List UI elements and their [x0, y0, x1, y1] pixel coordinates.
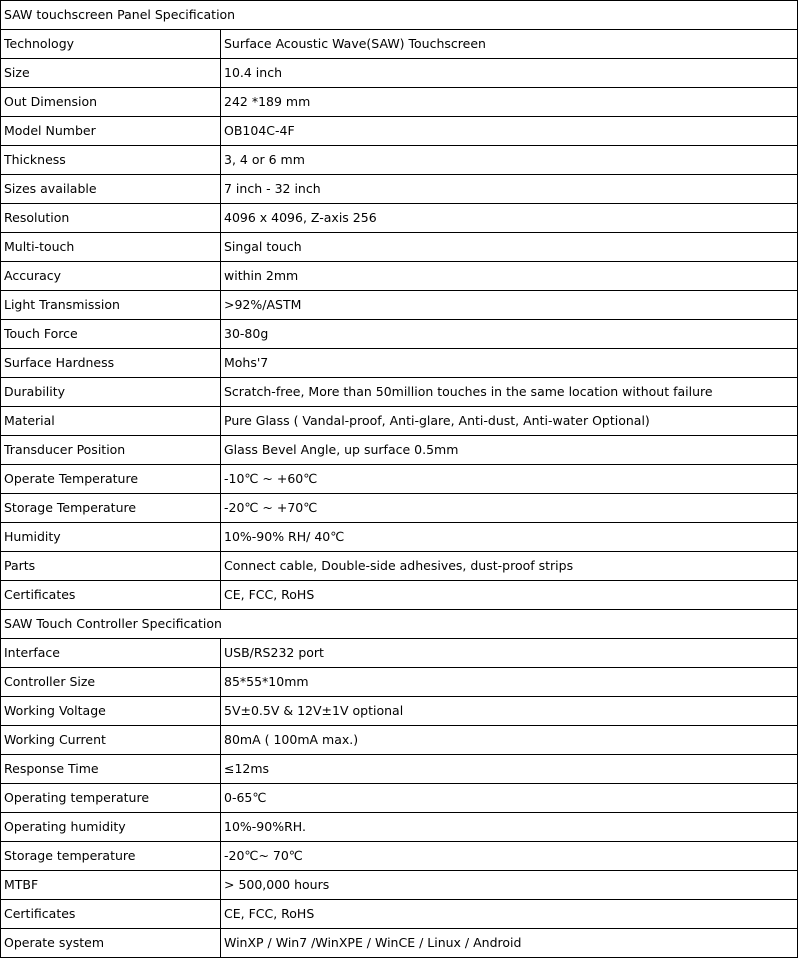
- section-header-row: [1, 1, 798, 30]
- row-label: Material: [1, 407, 221, 436]
- row-label: Model Number: [1, 117, 221, 146]
- row-label: Storage temperature: [1, 842, 221, 871]
- row-label: Transducer Position: [1, 436, 221, 465]
- row-label: Size: [1, 59, 221, 88]
- row-value: 10%-90%RH.: [221, 813, 798, 842]
- table-row: [1, 929, 798, 958]
- table-row: [1, 320, 798, 349]
- row-value: >92%/ASTM: [221, 291, 798, 320]
- table-row: [1, 204, 798, 233]
- table-row: [1, 175, 798, 204]
- row-value: USB/RS232 port: [221, 639, 798, 668]
- row-value: Connect cable, Double-side adhesives, dust-proof strips: [221, 552, 798, 581]
- row-value: Singal touch: [221, 233, 798, 262]
- row-label: Operate Temperature: [1, 465, 221, 494]
- table-row: [1, 552, 798, 581]
- table-row: [1, 494, 798, 523]
- row-value: Glass Bevel Angle, up surface 0.5mm: [221, 436, 798, 465]
- row-label: Working Current: [1, 726, 221, 755]
- row-label: Storage Temperature: [1, 494, 221, 523]
- table-row: [1, 262, 798, 291]
- row-label: Out Dimension: [1, 88, 221, 117]
- section-header-row: [1, 610, 798, 639]
- row-value: 80mA ( 100mA max.): [221, 726, 798, 755]
- table-row: [1, 465, 798, 494]
- row-label: Certificates: [1, 900, 221, 929]
- row-label: Operating humidity: [1, 813, 221, 842]
- row-label: Touch Force: [1, 320, 221, 349]
- table-row: [1, 842, 798, 871]
- row-label: Sizes available: [1, 175, 221, 204]
- table-row: [1, 523, 798, 552]
- table-row: [1, 349, 798, 378]
- row-label: Certificates: [1, 581, 221, 610]
- row-label: Thickness: [1, 146, 221, 175]
- row-label: Operate system: [1, 929, 221, 958]
- table-row: [1, 117, 798, 146]
- row-label: Durability: [1, 378, 221, 407]
- table-row: [1, 668, 798, 697]
- table-row: [1, 30, 798, 59]
- row-value: 10%-90% RH/ 40℃: [221, 523, 798, 552]
- row-label: Humidity: [1, 523, 221, 552]
- row-label: Response Time: [1, 755, 221, 784]
- row-value: WinXP / Win7 /WinXPE / WinCE / Linux / Android: [221, 929, 798, 958]
- section-title: SAW touchscreen Panel Specification: [1, 1, 798, 30]
- table-row: [1, 59, 798, 88]
- row-value: 3, 4 or 6 mm: [221, 146, 798, 175]
- row-label: Technology: [1, 30, 221, 59]
- table-row: [1, 436, 798, 465]
- table-row: [1, 755, 798, 784]
- table-row: [1, 784, 798, 813]
- row-value: OB104C-4F: [221, 117, 798, 146]
- row-value: 242 *189 mm: [221, 88, 798, 117]
- section-title: SAW Touch Controller Specification: [1, 610, 798, 639]
- row-value: -10℃ ~ +60℃: [221, 465, 798, 494]
- row-value: 5V±0.5V & 12V±1V optional: [221, 697, 798, 726]
- row-label: Interface: [1, 639, 221, 668]
- row-label: MTBF: [1, 871, 221, 900]
- row-value: 0-65℃: [221, 784, 798, 813]
- row-label: Accuracy: [1, 262, 221, 291]
- row-value: 7 inch - 32 inch: [221, 175, 798, 204]
- row-label: Light Transmission: [1, 291, 221, 320]
- row-value: CE, FCC, RoHS: [221, 900, 798, 929]
- table-row: [1, 378, 798, 407]
- table-row: [1, 88, 798, 117]
- table-row: [1, 813, 798, 842]
- table-row: [1, 871, 798, 900]
- row-value: 30-80g: [221, 320, 798, 349]
- row-value: Scratch-free, More than 50million touches in the same location without failure: [221, 378, 798, 407]
- table-row: [1, 291, 798, 320]
- row-value: Surface Acoustic Wave(SAW) Touchscreen: [221, 30, 798, 59]
- row-label: Multi-touch: [1, 233, 221, 262]
- row-value: 85*55*10mm: [221, 668, 798, 697]
- row-value: CE, FCC, RoHS: [221, 581, 798, 610]
- table-row: [1, 146, 798, 175]
- row-value: -20℃ ~ +70℃: [221, 494, 798, 523]
- row-value: ≤12ms: [221, 755, 798, 784]
- spec-table-body: [1, 1, 798, 958]
- row-value: Mohs'7: [221, 349, 798, 378]
- table-row: [1, 233, 798, 262]
- row-label: Parts: [1, 552, 221, 581]
- table-row: [1, 407, 798, 436]
- row-value: Pure Glass ( Vandal-proof, Anti-glare, Anti-dust, Anti-water Optional): [221, 407, 798, 436]
- table-row: [1, 726, 798, 755]
- table-row: [1, 697, 798, 726]
- row-value: 4096 x 4096, Z-axis 256: [221, 204, 798, 233]
- row-value: -20℃~ 70℃: [221, 842, 798, 871]
- table-row: [1, 900, 798, 929]
- row-label: Controller Size: [1, 668, 221, 697]
- table-row: [1, 639, 798, 668]
- row-value: 10.4 inch: [221, 59, 798, 88]
- row-value: within 2mm: [221, 262, 798, 291]
- row-label: Working Voltage: [1, 697, 221, 726]
- row-label: Resolution: [1, 204, 221, 233]
- row-label: Surface Hardness: [1, 349, 221, 378]
- row-label: Operating temperature: [1, 784, 221, 813]
- table-row: [1, 581, 798, 610]
- row-value: > 500,000 hours: [221, 871, 798, 900]
